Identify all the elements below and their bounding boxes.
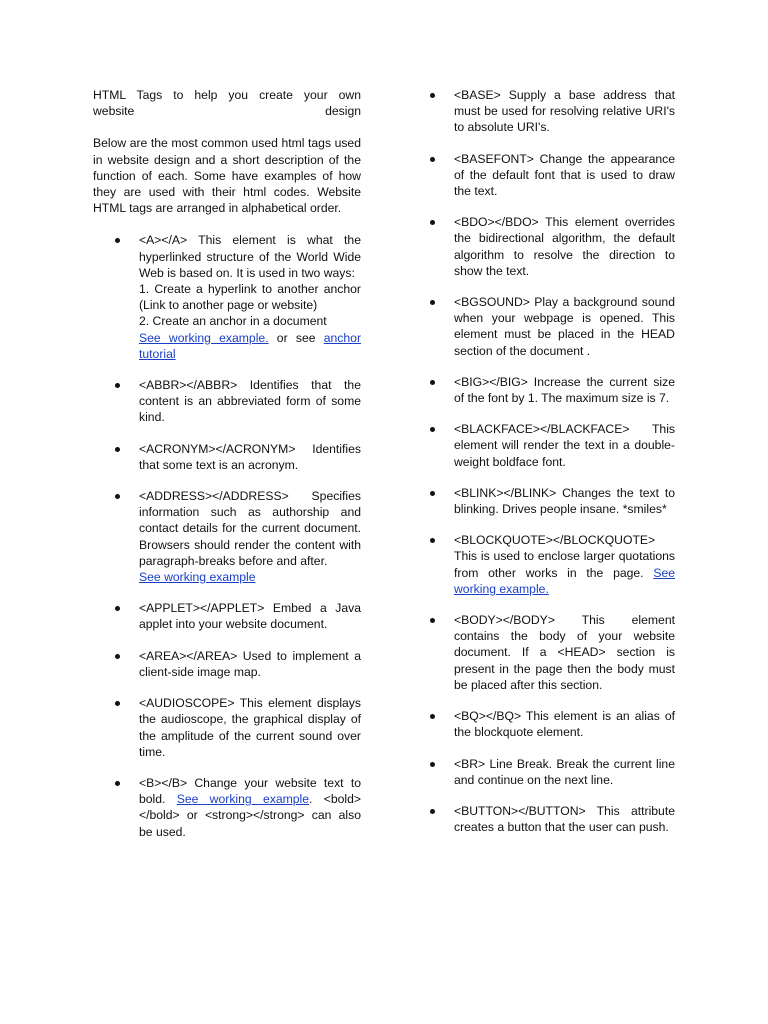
bullet-icon: [430, 427, 435, 432]
bullet-icon: [115, 238, 120, 243]
right-column: [425, 87, 675, 850]
item-text: <BODY></BODY> This element contains the body of your website document. If a <HEAD> section is present in the page then the body must be placed after this section.: [454, 613, 675, 692]
list-item-br: [425, 756, 675, 788]
item-text: <ADDRESS></ADDRESS> Specifies information such as authorship and contact details for the current document. Browsers should render the content with paragraph-breaks before and after.: [139, 489, 361, 568]
page-title-line2: website design: [93, 104, 361, 119]
item-text: <BLACKFACE></BLACKFACE> This element will render the text in a double-weight boldface font.: [454, 422, 675, 469]
bullet-icon: [430, 220, 435, 225]
item-link-line: [139, 330, 361, 362]
list-item-audioscope: [93, 695, 361, 760]
item-text: <BDO></BDO> This element overrides the bidirectional algorithm, the default algorithm to resolve the direction to show the text.: [454, 215, 675, 278]
list-item-abbr: [93, 377, 361, 426]
see-working-example-link[interactable]: See working example.: [454, 565, 675, 596]
bullet-icon: [430, 538, 435, 543]
item-text: <ACRONYM></ACRONYM> Identifies that some text is an acronym.: [139, 441, 361, 472]
item-text: <AUDIOSCOPE> This element displays the audioscope, the graphical display of the amplitude of the current sound over time.: [139, 696, 361, 759]
bullet-icon: [430, 491, 435, 496]
list-item-b: [93, 775, 361, 840]
item-text: <BLOCKQUOTE></BLOCKQUOTE> This is used to enclose larger quotations from other works in the page.: [454, 533, 675, 580]
bullet-icon: [430, 714, 435, 719]
bullet-icon: [430, 93, 435, 98]
list-item-bq: [425, 708, 675, 740]
see-working-example-link[interactable]: See working example: [139, 570, 256, 585]
bullet-icon: [115, 654, 120, 659]
item-text: <BASE> Supply a base address that must be used for resolving relative URI's to absolute URI's.: [454, 88, 675, 135]
item-text: <AREA></AREA> Used to implement a client-side image map.: [139, 648, 361, 679]
bullet-icon: [430, 809, 435, 814]
intro-paragraph: Below are the most common used html tags used in website design and a short description of the function of each. Some have examples of how they are used with their html codes. Website HTML tags are arranged in alphabetical order.: [93, 136, 361, 216]
list-item-acronym: [93, 441, 361, 473]
anchor-tutorial-link[interactable]: anchor tutorial: [139, 330, 361, 361]
item-text: <BIG></BIG> Increase the current size of the font by 1. The maximum size is 7.: [454, 374, 675, 406]
item-text: <BGSOUND> Play a background sound when your webpage is opened. This element must be placed in the HEAD section of the document .: [454, 295, 675, 358]
item-text: <BLINK></BLINK> Changes the text to blinking. Drives people insane. *smiles*: [454, 485, 675, 517]
list-item-bgsound: [425, 294, 675, 359]
bullet-icon: [430, 380, 435, 385]
bullet-icon: [115, 494, 120, 499]
item-text: <BUTTON></BUTTON> This attribute creates a button that the user can push.: [454, 803, 675, 835]
see-working-example-link[interactable]: See working example: [176, 792, 310, 807]
list-item-base: [425, 87, 675, 136]
item-text: <B></B> Change your website text to bold.: [139, 775, 361, 807]
tag-list-left: [93, 232, 361, 839]
item-text: <BASEFONT> Change the appearance of the default font that is used to draw the text.: [454, 151, 675, 199]
list-item-big: [425, 374, 675, 406]
bullet-icon: [430, 618, 435, 623]
list-item-bdo: [425, 214, 675, 279]
page-title-line1: HTML Tags to help you create your own: [93, 88, 361, 102]
bullet-icon: [430, 300, 435, 305]
item-text-after: . <bold></bold> or <strong></strong> can also be used.: [139, 792, 361, 839]
list-item-body: [425, 612, 675, 693]
left-column: [93, 87, 361, 855]
see-working-example-link[interactable]: See working example.: [139, 330, 269, 345]
bullet-icon: [115, 447, 120, 452]
item-text-middle: or see: [268, 330, 324, 345]
item-text-line2: 2. Create an anchor in a document: [139, 314, 327, 329]
list-item-basefont: [425, 151, 675, 200]
item-text-line1: 1. Create a hyperlink to another anchor (Link to another page or website): [139, 282, 361, 313]
list-item-blackface: [425, 421, 675, 470]
list-item-address: [93, 488, 361, 585]
item-text: <BR> Line Break. Break the current line and continue on the next line.: [454, 756, 675, 787]
item-text: <ABBR></ABBR> Identifies that the content is an abbreviated form of some kind.: [139, 378, 361, 425]
bullet-icon: [115, 701, 120, 706]
list-item-area: [93, 648, 361, 680]
bullet-icon: [430, 157, 435, 162]
list-item-blink: [425, 485, 675, 517]
list-item-a: [93, 232, 361, 362]
bullet-icon: [430, 762, 435, 767]
tag-list-right: [425, 87, 675, 835]
list-item-button: [425, 803, 675, 835]
item-text: <BQ></BQ> This element is an alias of the blockquote element.: [454, 709, 675, 740]
bullet-icon: [115, 383, 120, 388]
item-text: <A></A> This element is what the hyperlinked structure of the World Wide Web is based on. It is used in two ways:: [139, 233, 361, 280]
bullet-icon: [115, 606, 120, 611]
bullet-icon: [115, 781, 120, 786]
item-text: <APPLET></APPLET> Embed a Java applet into your website document.: [139, 601, 361, 632]
list-item-applet: [93, 600, 361, 632]
list-item-blockquote: [425, 532, 675, 597]
